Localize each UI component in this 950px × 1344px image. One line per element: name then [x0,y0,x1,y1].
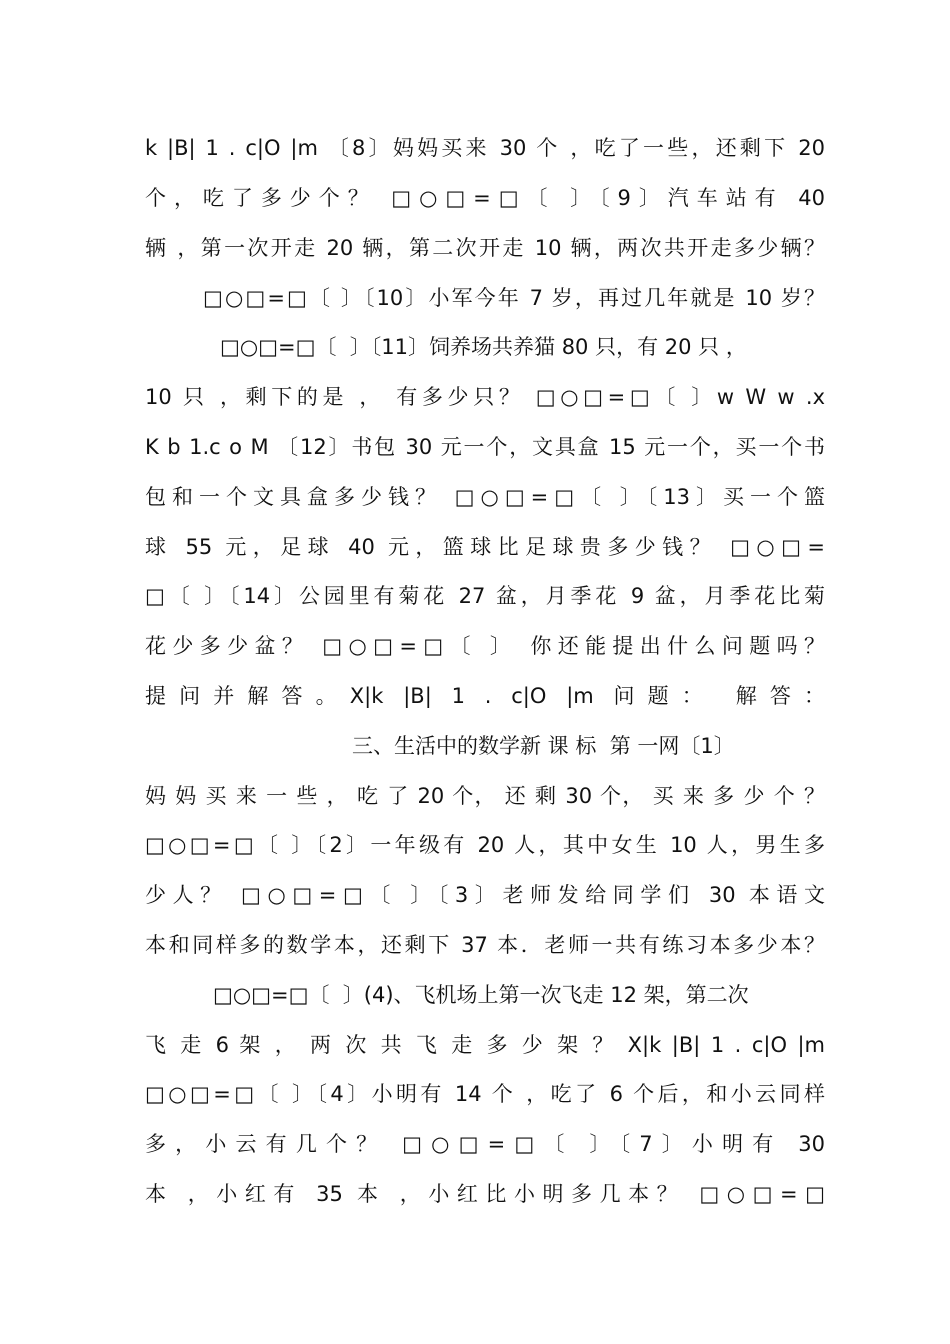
text-line-14: 妈 妈 买 来 一 些 ， 吃 了 20 个， 还 剩 30 个， 买 来 多 少 个 ？ [145,784,825,808]
text-line-16: 少人？ □○□=□〔 〕〔3〕老师发给同学们 30 本语文 [145,883,825,907]
text-line-4: □○□=□〔 〕〔10〕小军今年 7 岁，再过几年就是 10 岁？ [203,286,825,310]
text-line-8: 包和一个文具盒多少钱？ □○□=□〔 〕〔13〕买一个篮 [145,485,825,509]
text-line-1: k |B| 1 . c|O |m 〔8〕妈妈买来 30 个 ，吃了一些，还剩下 20 [145,136,825,160]
text-line-9: 球 55 元，足球 40 元，篮球比足球贵多少钱？ □○□= [145,535,825,559]
text-line-21: 多，小云有几个？ □○□=□〔 〕〔7〕小明有 30 [145,1132,825,1156]
text-line-15: □○□=□〔 〕〔2〕一年级有 20 人，其中女生 10 人，男生多 [145,833,825,857]
text-line-17: 本和同样多的数学本，还剩下 37 本．老师一共有练习本多少本？ [145,933,825,957]
text-line-11: 花少多少盆？ □○□=□〔 〕 你还能提出什么问题吗？ [145,634,825,658]
text-line-6: 10 只 ，剩下的是 ， 有多少只？ □○□=□〔 〕w W w .x [145,385,825,409]
text-line-20: □○□=□〔 〕〔4〕小明有 14 个 ，吃了 6 个后，和小云同样 [145,1082,825,1106]
text-line-3: 辆 ，第一次开走 20 辆，第二次开走 10 辆，两次共开走多少辆？ [145,236,825,260]
text-line-5: □○□=□〔 〕〔11〕饲养场共养猫 80 只，有 20 只 ， [220,335,747,359]
text-line-19: 飞 走 6 架 ， 两 次 共 飞 走 多 少 架 ？ X|k |B| 1 . c|O |m [145,1033,825,1057]
text-line-2: 个，吃了多少个？ □○□=□〔 〕〔9〕汽车站有 40 [145,186,825,210]
text-line-7: K b 1.c o M 〔12〕书包 30 元一个，文具盒 15 元一个，买一个书 [145,435,825,459]
text-line-12: 提问并解答。X|k |B| 1 . c|O |m 问题： 解答： [145,684,825,708]
text-line-10: □〔 〕〔14〕公园里有菊花 27 盆，月季花 9 盆，月季花比菊 [145,584,825,608]
text-line-18: □○□=□〔 〕(4)、飞机场上第一次飞走 12 架，第二次 [213,983,749,1007]
section-heading-three: 三、生活中的数学新 课 标 第 一网〔1〕 [352,734,735,758]
text-line-22: 本 ，小红有 35 本 ，小红比小明多几本？ □○□=□ [145,1182,825,1206]
